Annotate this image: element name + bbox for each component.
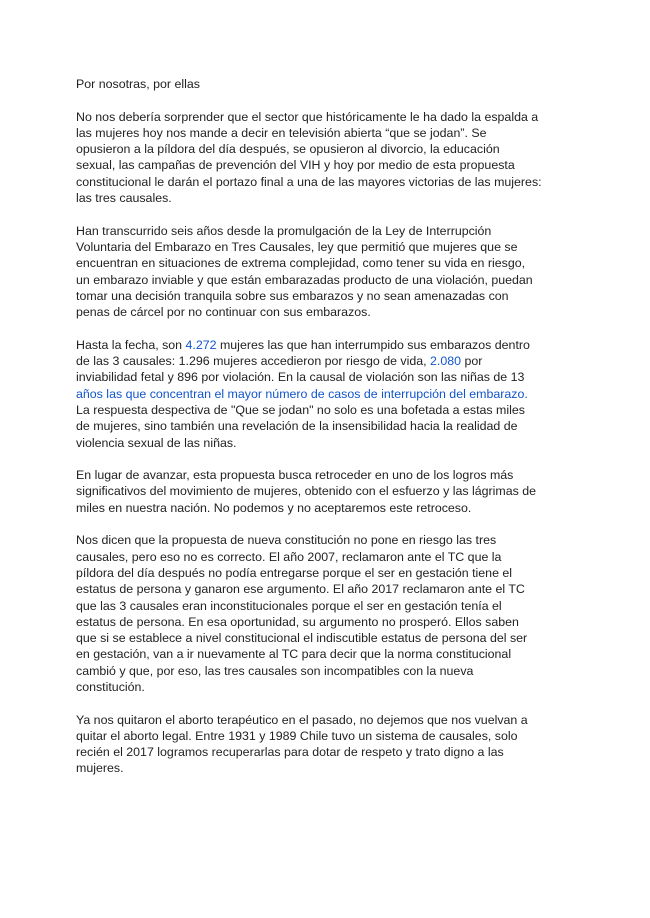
text-segment: recién el 2017 logramos recuperarlas para dotar de respeto y trato digno a las — [76, 745, 504, 760]
text-line — [76, 239, 580, 255]
hyperlink-text[interactable]: 2.080 — [430, 354, 462, 369]
text-segment: penas de cárcel por no continuar con sus embarazos. — [76, 305, 371, 320]
text-segment: de mujeres, sino también una revelación de la insensibilidad hacia la realidad de — [76, 419, 518, 434]
text-segment: por — [461, 354, 483, 369]
paragraph — [76, 223, 580, 321]
text-segment: Ya nos quitaron el aborto terapéutico en el pasado, no dejemos que nos vuelvan a — [76, 712, 528, 727]
text-segment: estatus de persona. En esa oportunidad, su argumento no prosperó. Ellos saben — [76, 614, 519, 629]
text-line — [76, 500, 580, 516]
text-segment: causales, pero eso no es correcto. El año 2007, reclamaron ante el TC que la — [76, 549, 502, 564]
text-segment: mujeres las que han interrumpido sus embarazos dentro — [216, 337, 530, 352]
text-segment: píldora del día después no podía entregarse porque el ser en gestación tiene el — [76, 565, 513, 580]
text-segment: Han transcurrido seis años desde la promulgación de la Ley de Interrupción — [76, 223, 492, 238]
text-line — [76, 549, 580, 565]
text-segment: violencia sexual de las niñas. — [76, 435, 237, 450]
text-line — [76, 630, 580, 646]
text-segment: de las 3 causales: 1.296 mujeres accedieron por riesgo de vida, — [76, 354, 431, 369]
text-segment: opusieron a la píldora del día después, se opusieron al divorcio, la educación — [76, 142, 500, 157]
text-segment: las tres causales. — [76, 191, 172, 206]
text-line — [76, 483, 580, 499]
paragraph — [76, 532, 580, 695]
text-line — [76, 272, 580, 288]
text-line — [76, 353, 580, 369]
text-line — [76, 386, 580, 402]
text-line — [76, 614, 580, 630]
text-line — [76, 581, 580, 597]
text-line — [76, 744, 580, 760]
document-body — [76, 109, 580, 777]
text-segment: constitucional le darán el portazo final a una de las mayores victorias de las mujeres: — [76, 174, 542, 189]
text-segment: Hasta la fecha, son — [76, 337, 186, 352]
text-line — [76, 532, 580, 548]
text-segment: Nos dicen que la propuesta de nueva constitución no pone en riesgo las tres — [76, 533, 497, 548]
text-line — [76, 418, 580, 434]
text-line — [76, 255, 580, 271]
text-line — [76, 369, 580, 385]
text-line — [76, 223, 580, 239]
text-segment: cambió y que, por eso, las tres causales son incompatibles con la nueva — [76, 663, 474, 678]
text-line — [76, 728, 580, 744]
text-line — [76, 712, 580, 728]
text-segment: No nos debería sorprender que el sector que históricamente le ha dado la espalda a — [76, 109, 539, 124]
text-line — [76, 598, 580, 614]
text-line — [76, 663, 580, 679]
text-segment: sexual, las campañas de prevención del VIH y hoy por medio de esta propuesta — [76, 158, 515, 173]
text-segment: las mujeres hoy nos mande a decir en televisión abierta “que se jodan”. Se — [76, 125, 487, 140]
text-line — [76, 679, 580, 695]
text-line — [76, 760, 580, 776]
text-line — [76, 109, 580, 125]
text-segment: que si se establece a nivel constitucional el indiscutible estatus de persona del ser — [76, 631, 528, 646]
hyperlink-text[interactable]: años las que concentran el mayor número de casos de interrupción del embarazo. — [76, 386, 528, 401]
text-line — [76, 288, 580, 304]
text-line — [76, 304, 580, 320]
paragraph — [76, 109, 580, 207]
text-segment: un embarazo inviable y que están embarazadas producto de una violación, puedan — [76, 272, 533, 287]
text-segment: constitución. — [76, 679, 145, 694]
text-line — [76, 565, 580, 581]
hyperlink-text[interactable]: 4.272 — [185, 337, 217, 352]
text-segment: mujeres. — [76, 761, 124, 776]
text-segment: encuentran en situaciones de extrema complejidad, como tener su vida en riesgo, — [76, 256, 526, 271]
text-segment: significativos del movimiento de mujeres, obtenido con el esfuerzo y las lágrimas de — [76, 484, 537, 499]
text-line — [76, 141, 580, 157]
text-segment: tomar una decisión tranquila sobre sus embarazos y no sean amenazadas con — [76, 288, 509, 303]
text-line — [76, 190, 580, 206]
text-segment: en gestación, van a ir nuevamente al TC para decir que la norma constitucional — [76, 647, 512, 662]
text-segment: En lugar de avanzar, esta propuesta busca retroceder en uno de los logros más — [76, 468, 514, 483]
text-line — [76, 467, 580, 483]
text-segment: inviabilidad fetal y 896 por violación. En la causal de violación son las niñas de 13 — [76, 370, 525, 385]
text-line — [76, 435, 580, 451]
text-segment: miles en nuestra nación. No podemos y no aceptaremos este retroceso. — [76, 500, 472, 515]
paragraph — [76, 467, 580, 516]
text-line — [76, 337, 580, 353]
text-line — [76, 157, 580, 173]
text-segment: Voluntaria del Embarazo en Tres Causales, ley que permitió que mujeres que se — [76, 239, 518, 254]
text-line — [76, 125, 580, 141]
text-line — [76, 402, 580, 418]
paragraph — [76, 337, 580, 451]
text-line — [76, 174, 580, 190]
text-segment: que las 3 causales eran inconstitucionales porque el ser en gestación tenía el — [76, 598, 502, 613]
paragraph — [76, 712, 580, 777]
text-segment: estatus de persona y ganaron ese argumento. El año 2017 reclamaron ante el TC — [76, 582, 525, 597]
document-title: Por nosotras, por ellas — [76, 77, 200, 91]
text-line — [76, 646, 580, 662]
text-segment: La respuesta despectiva de "Que se jodan" no solo es una bofetada a estas miles — [76, 402, 525, 417]
text-segment: quitar el aborto legal. Entre 1931 y 1989 Chile tuvo un sistema de causales, solo — [76, 728, 518, 743]
